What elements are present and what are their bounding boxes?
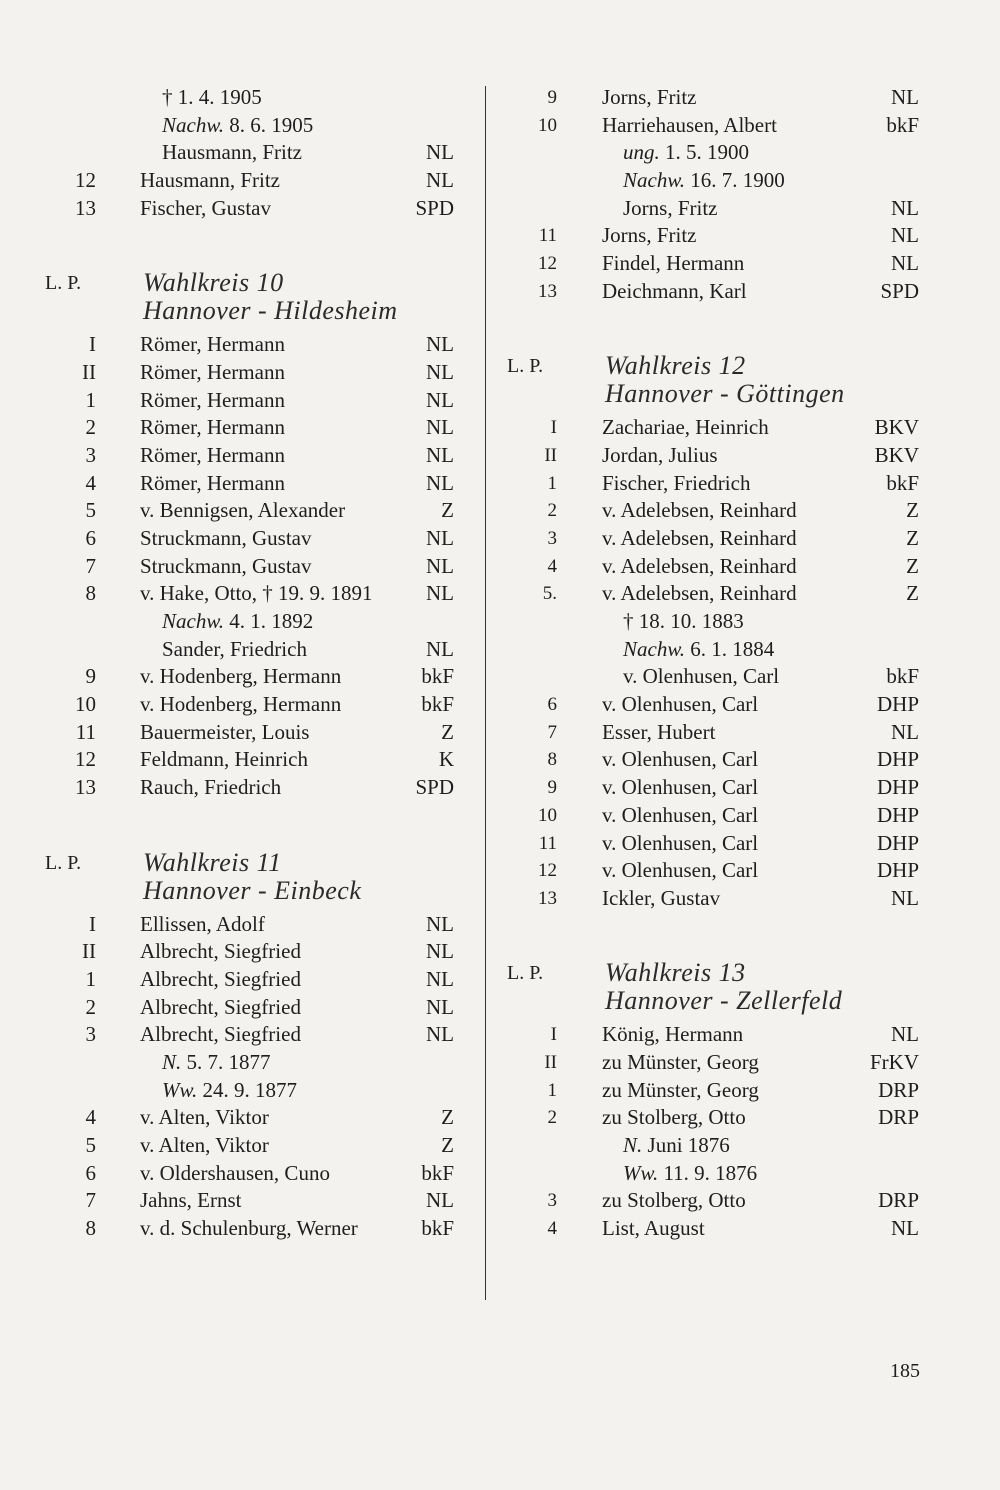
- spacer: [40, 802, 460, 830]
- member-name: List, August: [602, 1216, 705, 1241]
- section-subtitle: Hannover - Zellerfeld: [605, 986, 843, 1016]
- entry-row: [505, 774, 925, 802]
- period-number: 4: [547, 555, 557, 577]
- party-abbreviation: Z: [906, 498, 919, 523]
- entry-row: [505, 222, 925, 250]
- entry-row: [40, 497, 460, 525]
- section-title: Wahlkreis 11: [143, 847, 282, 877]
- party-abbreviation: SPD: [415, 195, 454, 220]
- member-name: [623, 1160, 757, 1188]
- member-name: [162, 1049, 271, 1077]
- entry-note-row: [40, 1077, 460, 1105]
- period-number: I: [89, 332, 96, 357]
- entry-row: [505, 525, 925, 553]
- party-abbreviation: NL: [426, 994, 454, 1019]
- entry-row: [505, 719, 925, 747]
- member-name: Fischer, Gustav: [140, 195, 271, 220]
- member-name: Römer, Hermann: [140, 359, 285, 384]
- entry-row: [40, 553, 460, 581]
- party-abbreviation: Z: [441, 1105, 454, 1130]
- entry-row: [40, 1132, 460, 1160]
- lp-label: L. P.: [45, 272, 82, 295]
- section-subtitle: Hannover - Göttingen: [605, 379, 845, 409]
- entry-row: [40, 195, 460, 223]
- entry-row: [40, 1187, 460, 1215]
- column-divider: [485, 86, 486, 1300]
- party-abbreviation: NL: [426, 581, 454, 606]
- entry-note-row: [40, 608, 460, 636]
- entry-row: [505, 1187, 925, 1215]
- entry-note-row: [505, 139, 925, 167]
- member-name: [623, 167, 785, 195]
- member-name: König, Hermann: [602, 1022, 744, 1047]
- party-abbreviation: NL: [426, 332, 454, 357]
- section-11-rows: [40, 911, 460, 1243]
- party-abbreviation: BKV: [874, 415, 919, 440]
- spacer: [40, 830, 460, 844]
- party-abbreviation: NL: [426, 1022, 454, 1047]
- note-date: 4. 1. 1892: [224, 609, 314, 633]
- entry-note-row: [505, 195, 925, 223]
- section-13-rows: [505, 1021, 925, 1243]
- entry-row: [40, 1215, 460, 1243]
- party-abbreviation: SPD: [415, 775, 454, 800]
- member-name: Jorns, Fritz: [602, 223, 697, 248]
- period-number: 3: [85, 442, 96, 467]
- note-abbreviation: Ww.: [162, 1077, 198, 1102]
- period-number: 9: [85, 664, 96, 689]
- party-abbreviation: NL: [426, 966, 454, 991]
- member-name: Hausmann, Fritz: [140, 168, 280, 193]
- entry-note-row: [505, 608, 925, 636]
- entry-row: [505, 802, 925, 830]
- entry-note-row: [40, 1049, 460, 1077]
- section-heading-wahlkreis-11: [40, 848, 460, 903]
- period-number: 2: [547, 1107, 557, 1129]
- entry-row: [40, 938, 460, 966]
- entry-row: [505, 250, 925, 278]
- member-name: Bauermeister, Louis: [140, 719, 310, 744]
- party-abbreviation: bkF: [886, 112, 919, 137]
- period-number: 8: [547, 749, 557, 771]
- entry-row: [505, 553, 925, 581]
- member-name: v. Oldershausen, Cuno: [140, 1160, 330, 1185]
- spacer: [505, 306, 925, 334]
- member-name: [623, 1132, 730, 1160]
- section-subtitle: Hannover - Einbeck: [143, 875, 362, 905]
- period-number: 1: [85, 387, 96, 412]
- period-number: I: [550, 417, 557, 439]
- member-name: Esser, Hubert: [602, 719, 716, 744]
- member-name: Findel, Hermann: [602, 251, 745, 276]
- period-number: 9: [547, 87, 557, 108]
- party-abbreviation: NL: [426, 636, 454, 661]
- party-abbreviation: Z: [441, 498, 454, 523]
- entry-row: [40, 663, 460, 691]
- member-name: [623, 139, 749, 167]
- party-abbreviation: DHP: [876, 747, 919, 772]
- entry-row: [505, 746, 925, 774]
- member-name: v. Olenhusen, Carl: [602, 692, 759, 717]
- party-abbreviation: FrKV: [869, 1049, 919, 1074]
- section-12-rows: [505, 414, 925, 912]
- left-top-rows: [40, 84, 460, 222]
- party-abbreviation: Z: [906, 525, 919, 550]
- period-number: 13: [75, 775, 96, 800]
- left-column: [40, 84, 460, 1243]
- note-abbreviation: Nachw.: [623, 168, 686, 193]
- member-name: Harriehausen, Albert: [602, 112, 777, 137]
- entry-row: [40, 442, 460, 470]
- entry-row: [505, 278, 925, 306]
- member-name: Albrecht, Siegfried: [140, 994, 301, 1019]
- note-abbreviation: ung.: [623, 140, 660, 165]
- member-name: [162, 1077, 297, 1105]
- period-number: 7: [85, 553, 96, 578]
- note-abbreviation: Nachw.: [623, 636, 686, 661]
- lp-label: L. P.: [507, 355, 544, 378]
- period-number: 11: [75, 719, 96, 744]
- entry-row: [505, 414, 925, 442]
- period-number: 9: [547, 777, 557, 799]
- member-name: † 18. 10. 1883: [623, 609, 744, 633]
- entry-row: [505, 830, 925, 858]
- party-abbreviation: NL: [426, 1188, 454, 1213]
- period-number: 6: [85, 1160, 96, 1185]
- party-abbreviation: NL: [426, 911, 454, 936]
- section-heading-wahlkreis-13: [505, 958, 925, 1016]
- party-abbreviation: NL: [426, 387, 454, 412]
- entry-row: [40, 525, 460, 553]
- note-abbreviation: Nachw.: [162, 112, 225, 137]
- member-name: v. Alten, Viktor: [140, 1133, 269, 1157]
- note-abbreviation: N.: [623, 1133, 643, 1157]
- entry-note-row: [40, 139, 460, 167]
- section-title: Wahlkreis 12: [605, 351, 746, 381]
- entry-row: [505, 497, 925, 525]
- period-number: 2: [85, 415, 96, 440]
- period-number: 3: [85, 1022, 96, 1047]
- note-abbreviation: Ww.: [623, 1160, 659, 1185]
- member-name: v. Olenhusen, Carl: [602, 858, 759, 883]
- section-heading-wahlkreis-10: [40, 268, 460, 326]
- spacer: [40, 222, 460, 250]
- party-abbreviation: DRP: [878, 1077, 919, 1102]
- party-abbreviation: DHP: [876, 775, 919, 800]
- party-abbreviation: bkF: [421, 1160, 454, 1185]
- party-abbreviation: NL: [426, 553, 454, 578]
- member-name: v. Adelebsen, Reinhard: [602, 498, 797, 523]
- spacer: [505, 913, 925, 941]
- party-abbreviation: NL: [426, 442, 454, 467]
- party-abbreviation: bkF: [886, 470, 919, 495]
- entry-note-row: [505, 1132, 925, 1160]
- entry-row: [505, 580, 925, 608]
- member-name: Rauch, Friedrich: [140, 775, 282, 800]
- lp-label: L. P.: [507, 962, 544, 985]
- entry-row: [40, 1021, 460, 1049]
- member-name: Albrecht, Siegfried: [140, 939, 301, 964]
- member-name: Hausmann, Fritz: [162, 140, 302, 165]
- period-number: 1: [547, 1079, 557, 1101]
- member-name: v. Olenhusen, Carl: [602, 747, 759, 772]
- party-abbreviation: NL: [426, 415, 454, 440]
- period-number: 5: [85, 498, 96, 523]
- period-number: 8: [85, 581, 96, 606]
- entry-row: [505, 1021, 925, 1049]
- party-abbreviation: K: [438, 747, 454, 772]
- right-top-rows: [505, 84, 925, 306]
- note-date: 8. 6. 1905: [224, 112, 314, 137]
- entry-note-row: [40, 84, 460, 112]
- party-abbreviation: NL: [891, 885, 919, 910]
- period-number: 3: [547, 527, 557, 549]
- entry-row: [505, 470, 925, 498]
- entry-row: [40, 966, 460, 994]
- entry-row: [505, 84, 925, 112]
- member-name: Jorns, Fritz: [602, 85, 697, 109]
- member-name: Struckmann, Gustav: [140, 553, 312, 578]
- entry-row: [40, 719, 460, 747]
- entry-row: [40, 387, 460, 415]
- spacer: [40, 250, 460, 264]
- period-number: II: [82, 939, 96, 964]
- note-date: Juni 1876: [642, 1133, 730, 1157]
- entry-row: [40, 1104, 460, 1132]
- entry-note-row: [40, 636, 460, 664]
- party-abbreviation: NL: [426, 470, 454, 495]
- entry-row: [40, 331, 460, 359]
- entry-row: [40, 580, 460, 608]
- party-abbreviation: NL: [891, 85, 919, 109]
- member-name: [162, 112, 313, 140]
- member-name: v. Olenhusen, Carl: [623, 664, 780, 689]
- period-number: 12: [75, 168, 96, 193]
- period-number: 11: [538, 832, 557, 854]
- entry-note-row: [505, 1160, 925, 1188]
- period-number: 6: [547, 694, 557, 716]
- period-number: 12: [538, 860, 557, 882]
- party-abbreviation: Z: [441, 1133, 454, 1157]
- period-number: II: [82, 359, 96, 384]
- party-abbreviation: DHP: [876, 692, 919, 717]
- period-number: 10: [538, 114, 557, 136]
- period-number: 1: [85, 966, 96, 991]
- member-name: Zachariae, Heinrich: [602, 415, 769, 440]
- party-abbreviation: NL: [426, 140, 454, 165]
- period-number: 3: [547, 1190, 557, 1212]
- period-number: 5: [85, 1133, 96, 1157]
- party-abbreviation: Z: [906, 553, 919, 578]
- party-abbreviation: NL: [426, 525, 454, 550]
- period-number: 8: [85, 1216, 96, 1241]
- member-name: Ickler, Gustav: [602, 885, 721, 910]
- party-abbreviation: BKV: [874, 442, 919, 467]
- entry-row: [40, 691, 460, 719]
- note-date: 16. 7. 1900: [685, 168, 785, 193]
- entry-row: [40, 911, 460, 939]
- member-name: [162, 608, 313, 636]
- member-name: Deichmann, Karl: [602, 278, 747, 303]
- member-name: Römer, Hermann: [140, 415, 285, 440]
- right-column: [505, 84, 925, 1243]
- party-abbreviation: bkF: [421, 692, 454, 717]
- entry-note-row: [505, 636, 925, 664]
- member-name: Albrecht, Siegfried: [140, 966, 301, 991]
- note-date: 5. 7. 1877: [181, 1049, 271, 1074]
- spacer: [505, 333, 925, 347]
- note-date: 11. 9. 1876: [658, 1160, 758, 1185]
- party-abbreviation: NL: [891, 1216, 919, 1241]
- period-number: I: [550, 1024, 557, 1046]
- member-name: [623, 636, 774, 664]
- spacer: [505, 940, 925, 954]
- lp-label: L. P.: [45, 851, 82, 874]
- member-name: v. Hodenberg, Hermann: [140, 692, 342, 717]
- period-number: 12: [75, 747, 96, 772]
- entry-row: [40, 470, 460, 498]
- member-name: v. Olenhusen, Carl: [602, 802, 759, 827]
- member-name: v. Adelebsen, Reinhard: [602, 553, 797, 578]
- party-abbreviation: NL: [426, 939, 454, 964]
- party-abbreviation: NL: [891, 195, 919, 220]
- member-name: Albrecht, Siegfried: [140, 1022, 301, 1047]
- member-name: Sander, Friedrich: [162, 636, 307, 661]
- party-abbreviation: NL: [426, 359, 454, 384]
- party-abbreviation: DHP: [876, 858, 919, 883]
- period-number: 4: [547, 1218, 557, 1240]
- period-number: 13: [538, 887, 557, 909]
- party-abbreviation: Z: [906, 581, 919, 606]
- period-number: 4: [85, 470, 96, 495]
- period-number: I: [89, 911, 96, 936]
- note-date: 24. 9. 1877: [197, 1077, 297, 1102]
- section-10-rows: [40, 331, 460, 802]
- member-name: Ellissen, Adolf: [140, 911, 265, 936]
- member-name: † 1. 4. 1905: [162, 85, 262, 109]
- member-name: zu Münster, Georg: [602, 1049, 759, 1074]
- period-number: 13: [75, 195, 96, 220]
- period-number: 10: [75, 692, 96, 717]
- party-abbreviation: NL: [891, 1022, 919, 1047]
- period-number: II: [544, 1051, 557, 1073]
- member-name: v. Hake, Otto, † 19. 9. 1891: [140, 581, 373, 606]
- period-number: 7: [85, 1188, 96, 1213]
- member-name: v. Bennigsen, Alexander: [140, 498, 346, 523]
- entry-note-row: [505, 663, 925, 691]
- section-heading-wahlkreis-12: [505, 351, 925, 409]
- party-abbreviation: NL: [891, 719, 919, 744]
- entry-row: [505, 112, 925, 140]
- period-number: 11: [538, 225, 557, 247]
- party-abbreviation: NL: [891, 251, 919, 276]
- section-title: Wahlkreis 10: [143, 268, 284, 298]
- party-abbreviation: DHP: [876, 830, 919, 855]
- member-name: v. Olenhusen, Carl: [602, 830, 759, 855]
- member-name: v. d. Schulenburg, Werner: [140, 1216, 358, 1241]
- period-number: 1: [547, 472, 557, 494]
- section-subtitle: Hannover - Hildesheim: [143, 296, 398, 326]
- entry-row: [505, 1049, 925, 1077]
- member-name: zu Stolberg, Otto: [602, 1105, 746, 1130]
- member-name: Fischer, Friedrich: [602, 470, 751, 495]
- page-number: 185: [890, 1360, 920, 1382]
- period-number: 2: [85, 994, 96, 1019]
- member-name: v. Adelebsen, Reinhard: [602, 525, 797, 550]
- period-number: 4: [85, 1105, 96, 1130]
- party-abbreviation: bkF: [421, 1216, 454, 1241]
- entry-note-row: [505, 167, 925, 195]
- party-abbreviation: bkF: [886, 664, 919, 689]
- entry-row: [40, 1160, 460, 1188]
- party-abbreviation: Z: [441, 719, 454, 744]
- note-date: 6. 1. 1884: [685, 636, 775, 661]
- entry-row: [40, 167, 460, 195]
- note-date: 1. 5. 1900: [659, 140, 749, 165]
- member-name: zu Stolberg, Otto: [602, 1188, 746, 1213]
- period-number: II: [544, 444, 557, 466]
- member-name: Jordan, Julius: [602, 442, 718, 467]
- party-abbreviation: DRP: [878, 1188, 919, 1213]
- entry-row: [40, 746, 460, 774]
- member-name: Römer, Hermann: [140, 332, 285, 357]
- entry-row: [40, 359, 460, 387]
- period-number: 13: [538, 280, 557, 302]
- member-name: v. Hodenberg, Hermann: [140, 664, 342, 689]
- entry-row: [505, 691, 925, 719]
- entry-row: [505, 1215, 925, 1243]
- party-abbreviation: NL: [426, 168, 454, 193]
- member-name: Römer, Hermann: [140, 387, 285, 412]
- party-abbreviation: DHP: [876, 802, 919, 827]
- period-number: 12: [538, 253, 557, 275]
- period-number: 7: [547, 721, 557, 743]
- note-abbreviation: Nachw.: [162, 609, 225, 633]
- entry-row: [505, 1077, 925, 1105]
- entry-row: [505, 857, 925, 885]
- entry-row: [505, 885, 925, 913]
- member-name: zu Münster, Georg: [602, 1077, 759, 1102]
- period-number: 5.: [542, 583, 557, 605]
- entry-row: [40, 414, 460, 442]
- member-name: Jahns, Ernst: [140, 1188, 242, 1213]
- note-abbreviation: N.: [162, 1049, 182, 1074]
- period-number: 6: [85, 525, 96, 550]
- party-abbreviation: SPD: [880, 278, 919, 303]
- member-name: v. Adelebsen, Reinhard: [602, 581, 797, 606]
- entry-row: [505, 1104, 925, 1132]
- party-abbreviation: NL: [891, 223, 919, 248]
- member-name: Struckmann, Gustav: [140, 525, 312, 550]
- party-abbreviation: bkF: [421, 664, 454, 689]
- entry-row: [40, 994, 460, 1022]
- entry-row: [40, 774, 460, 802]
- period-number: 2: [547, 500, 557, 522]
- section-title: Wahlkreis 13: [605, 958, 746, 988]
- period-number: 10: [538, 804, 557, 826]
- member-name: Römer, Hermann: [140, 442, 285, 467]
- entry-note-row: [40, 112, 460, 140]
- member-name: v. Olenhusen, Carl: [602, 775, 759, 800]
- member-name: Römer, Hermann: [140, 470, 285, 495]
- member-name: v. Alten, Viktor: [140, 1105, 269, 1130]
- entry-row: [505, 442, 925, 470]
- party-abbreviation: DRP: [878, 1105, 919, 1130]
- member-name: Jorns, Fritz: [623, 195, 718, 220]
- member-name: Feldmann, Heinrich: [140, 747, 308, 772]
